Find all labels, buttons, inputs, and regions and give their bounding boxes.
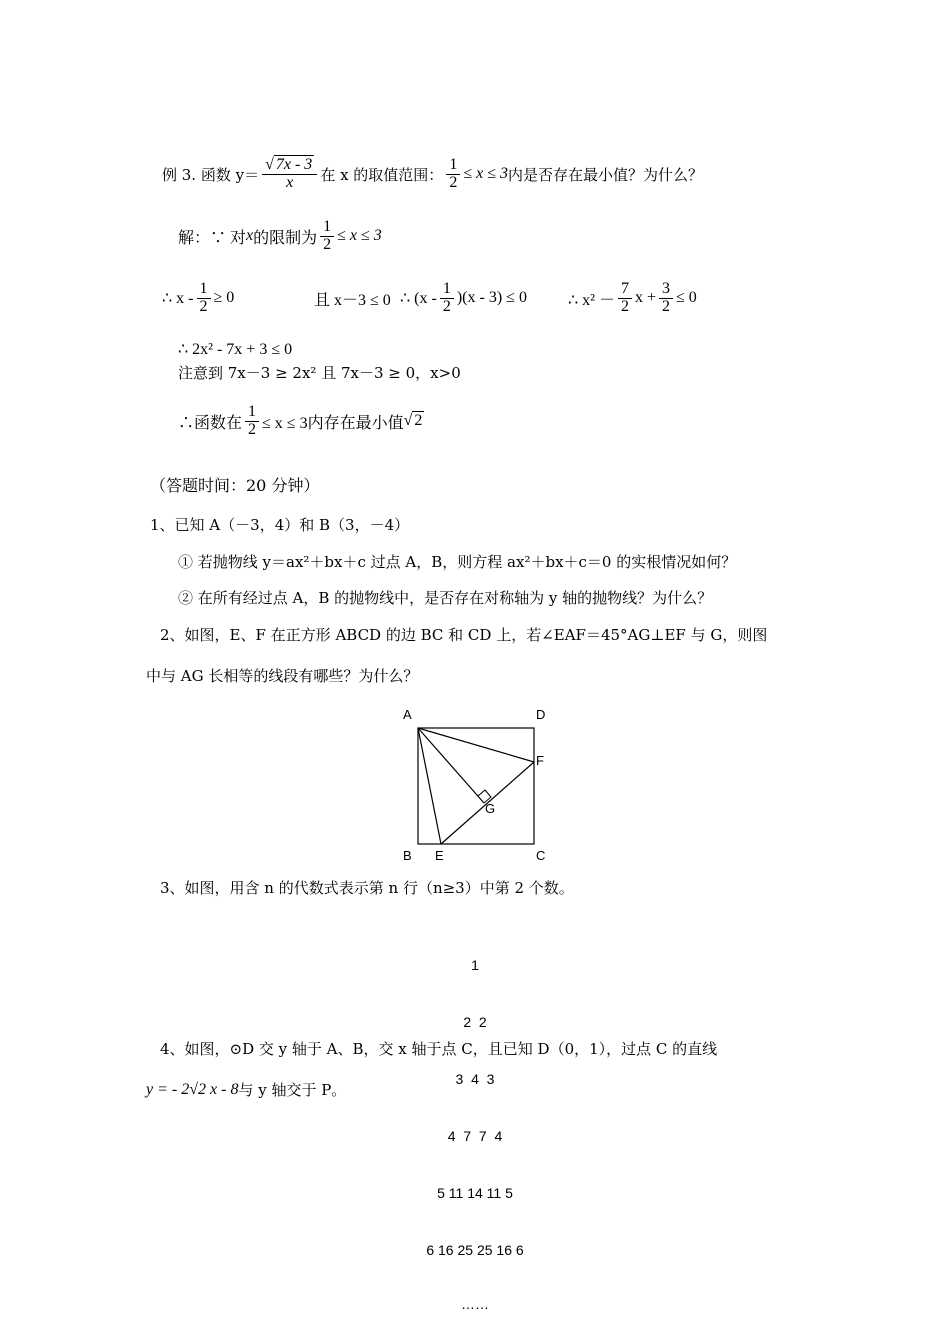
triangle-row: 5 11 14 11 5 [437, 1185, 513, 1201]
question-1-stem: 1、已知 A（－3，4）和 B（3，－4） [150, 516, 410, 534]
square-abcd-figure [395, 700, 555, 870]
triangle-row: 2 2 [463, 1014, 487, 1030]
label-e: E [435, 848, 444, 863]
question-1-sub1: ① 若抛物线 y＝ax²＋bx＋c 过点 A，B，则方程 ax²＋bx＋c＝0 的实根情况如何？ [178, 553, 737, 571]
example3-range-fraction: $\frac{1}{2}$ [446, 157, 460, 192]
question-2-line-2: 中与 AG 长相等的线段有哪些？为什么？ [146, 667, 419, 685]
example3-question: 内是否存在最小值？为什么？ [507, 165, 703, 184]
number-triangle [375, 918, 575, 1329]
triangle-row: 1 [471, 957, 479, 973]
segment-af [418, 728, 534, 762]
solution-line-4: 注意到 7x－3 ≥ 2x² 且 7x－3 ≥ 0，x>0 [178, 364, 461, 382]
solution-line-2a: ∴ x - $\frac{1}{2}$ ≥ 0 [162, 279, 235, 315]
example3-line [162, 152, 703, 196]
triangle-row: 3 4 3 [455, 1071, 495, 1087]
line-equation: y = - 2√2 x - 8 [146, 1080, 239, 1098]
example3-range-tail: ≤ x ≤ 3 [463, 165, 508, 182]
sqrt-symbol: √ 7x - 3 [265, 155, 313, 173]
solution-fraction: $\frac{1}{2}$ [320, 219, 334, 254]
label-f: F [536, 753, 544, 768]
label-d: D [536, 707, 546, 722]
solution-line-3: ∴ 2x² - 7x + 3 ≤ 0 [178, 341, 293, 358]
example3-mid: 在 x 的取值范围： [320, 165, 444, 184]
segment-ae [418, 728, 441, 844]
label-g: G [485, 801, 496, 816]
solution-line-5: ∴函数在 $\frac{1}{2}$ ≤ x ≤ 3内存在最小值 √ 2 [178, 402, 423, 438]
solution-line-2b: 且 x－3 ≤ 0 [314, 292, 391, 309]
question-4-line-1: 4、如图，⊙D 交 y 轴于 A、B，交 x 轴于点 C，且已知 D（0，1），过点 C 的直线 [160, 1040, 718, 1058]
sqrt-symbol: √ 2 [403, 412, 423, 429]
question-1-sub2: ② 在所有经过点 A，B 的抛物线中，是否存在对称轴为 y 轴的抛物线？为什么？ [178, 589, 713, 607]
solution-line-1: 解：∵ 对 x 的限制为 $\frac{1}{2}$ ≤ x ≤ 3 [178, 217, 382, 253]
question-4-line-2 [146, 1079, 346, 1100]
solution-line-2d: ∴ x² － $\frac{7}{2}$ x + $\frac{3}{2}$ ≤ 0 [568, 279, 697, 315]
triangle-row: 6 16 25 25 16 6 [426, 1242, 524, 1258]
question-2-line-1: 2、如图，E、F 在正方形 ABCD 的边 BC 和 CD 上，若∠EAF＝45°AG⊥EF 与 G，则图 [160, 626, 768, 644]
label-c: C [536, 848, 546, 863]
segment-ag [418, 728, 484, 803]
label-b: B [403, 848, 412, 863]
example3-lead: 例 3. 函数 y＝ [162, 165, 260, 184]
question-3-stem: 3、如图，用含 n 的代数式表示第 n 行（n≥3）中第 2 个数。 [160, 879, 574, 897]
time-note: （答题时间：20 分钟） [150, 476, 320, 495]
solution-line-2c: ∴ (x - $\frac{1}{2}$ )(x - 3) ≤ 0 [400, 279, 527, 315]
question-4-tail: 与 y 轴交于 P。 [238, 1081, 347, 1099]
triangle-row: 4 7 7 4 [447, 1128, 503, 1144]
label-a: A [403, 707, 412, 722]
triangle-ellipsis: …… [461, 1296, 489, 1312]
example3-function-fraction: $\frac{√ 7x - 3}{x}$ [262, 157, 317, 192]
